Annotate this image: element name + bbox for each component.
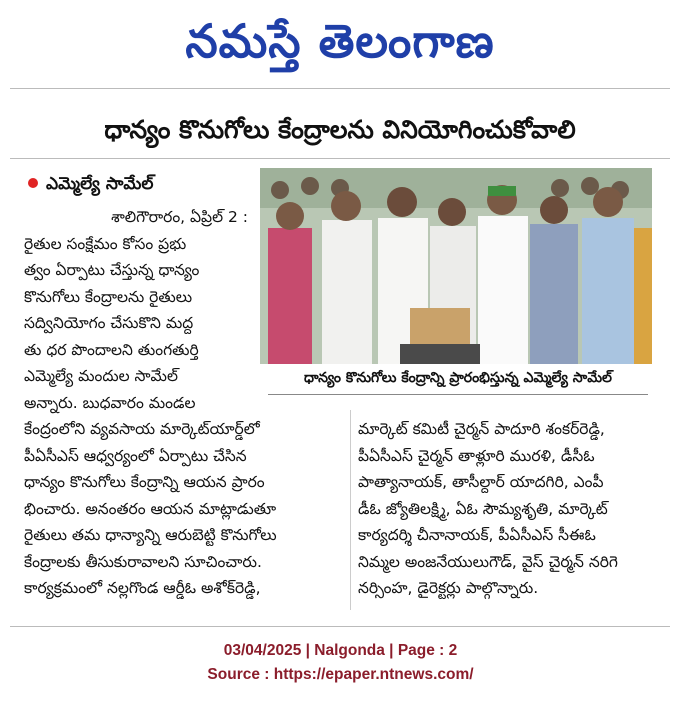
text-line: కేంద్రాలకు తీసుకురావాలని సూచించారు. xyxy=(24,552,262,571)
photo-caption: ధాన్యం కొనుగోలు కేంద్రాన్ని ప్రారంభిస్తున్న ఎమ్మెల్యే సామేల్ xyxy=(268,362,648,395)
article-column-1 xyxy=(24,204,252,416)
text-line: నర్సింహ, డైరెక్టర్లు పాల్గొన్నారు. xyxy=(358,579,539,597)
text-line: భించారు. అనంతరం ఆయన మాట్లాడుతూ xyxy=(24,499,277,518)
text-line: సద్వినియోగం చేసుకొని మద్ద xyxy=(24,314,194,332)
text-line: కార్యదర్శి చీనానాయక్, పీఏసీఎస్ సీఈఓ xyxy=(358,526,596,544)
article-photo xyxy=(260,168,652,364)
footer-divider xyxy=(10,626,670,627)
text-line: ధాన్యం కొనుగోలు కేంద్రాన్ని ఆయన ప్రారం xyxy=(24,473,265,491)
text-line: పీఏసీఎస్ చైర్మన్ తాళ్లూరి మురళి, డీసీఓ xyxy=(358,446,595,465)
article-headline: ధాన్యం కొనుగోలు కేంద్రాలను వినియోగించుకోవాలి xyxy=(104,115,576,144)
text-line: కార్యక్రమంలో నల్లగొండ ఆర్డీఓ అశోక్‌రెడ్డి, xyxy=(24,579,261,597)
photo-illustration xyxy=(260,168,652,364)
article-byline xyxy=(28,172,248,196)
text-line: కేంద్రంలోని వ్యవసాయ మార్కెట్‌యార్డ్‌లో xyxy=(24,420,260,438)
footer-source-link[interactable]: Source : https://epaper.ntnews.com/ xyxy=(207,666,474,683)
text-line: పీఏసీఎస్ ఆధ్వర్యంలో ఏర్పాటు చేసిన xyxy=(24,446,247,465)
text-line: రైతుల సంక్షేమం కోసం ప్రభు xyxy=(24,234,187,253)
text-line: డీఓ జ్యోతిలక్ష్మి, ఏఓ సౌమ్యశృతి, మార్కెట్ xyxy=(358,499,608,518)
text-line: ఎమ్మెల్యే మందుల సామేల్ xyxy=(24,367,178,385)
column-divider xyxy=(350,410,351,610)
text-line: త్వం ఏర్పాటు చేస్తున్న ధాన్యం xyxy=(24,261,200,279)
masthead-title: నమస్తే తెలంగాణ xyxy=(185,14,495,68)
footer-date-edition: 03/04/2025 | Nalgonda | Page : 2 xyxy=(223,642,458,659)
text-line: పాత్యానాయక్, తాసీల్దార్ యాదగిరి, ఎంపీ xyxy=(358,473,604,491)
masthead-divider xyxy=(10,88,670,89)
bullet-icon xyxy=(28,178,38,188)
headline-divider xyxy=(10,158,670,159)
text-line: కొనుగోలు కేంద్రాలను రైతులు xyxy=(24,287,193,306)
article-column-2 xyxy=(24,416,342,602)
byline-text: ఎమ్మెల్యే సామేల్ xyxy=(46,174,154,194)
text-line: నిమ్మల అంజనేయులుగౌడ్, వైస్ చైర్మన్ నరిగె xyxy=(358,552,618,571)
text-line: అన్నారు. బుధవారం మండల xyxy=(24,393,196,412)
article-column-3 xyxy=(358,416,664,602)
dateline: శాలిగౌరారం, ఏప్రిల్ 2 : xyxy=(111,208,248,226)
text-line: రైతులు తమ ధాన్యాన్ని ఆరుబెట్టి కొనుగోలు xyxy=(24,526,277,544)
text-line: తు ధర పొందాలని తుంగతుర్తి xyxy=(24,340,199,359)
text-line: మార్కెట్ కమిటీ చైర్మన్ పాదూరి శంకర్‌రెడ్డి, xyxy=(358,420,605,438)
